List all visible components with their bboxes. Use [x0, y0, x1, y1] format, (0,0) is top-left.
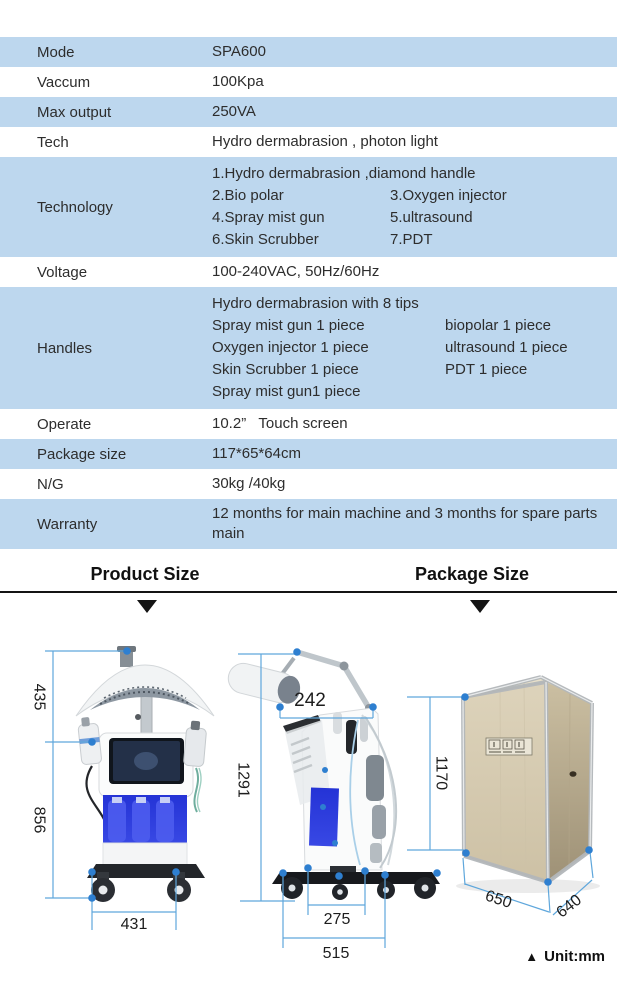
spec-row — [0, 67, 617, 97]
spec-value — [212, 499, 617, 549]
dim-package-depth: 640 — [553, 891, 585, 922]
spec-table — [0, 37, 617, 549]
spec-value — [212, 37, 617, 67]
section-divider-line — [0, 591, 617, 593]
spec-row — [0, 157, 617, 257]
spec-value-line: 12 months for main machine and 3 months for spare parts main — [212, 505, 602, 542]
product-side-view-illustration — [225, 652, 440, 900]
dim-side-base-outer: 515 — [322, 945, 350, 962]
dim-front-height-top: 435 — [30, 683, 48, 711]
spec-value — [212, 287, 617, 409]
dim-package-width: 650 — [483, 887, 514, 912]
spec-label: Tech — [37, 133, 69, 151]
spec-label: Operate — [37, 415, 92, 433]
spec-value-line: Spray mist gun 1 piece biopolar 1 piece — [212, 317, 551, 334]
product-front-view-illustration — [76, 646, 214, 902]
spec-row — [0, 287, 617, 409]
spec-value-line: Hydro dermabrasion , photon light — [212, 133, 438, 150]
spec-row — [0, 469, 617, 499]
spec-value — [212, 439, 617, 469]
dimension-diagram — [0, 620, 617, 1000]
spec-value-line: SPA600 — [212, 43, 266, 60]
spec-value-line: 4.Spray mist gun 5.ultrasound — [212, 209, 473, 226]
spec-value-line: 100Kpa — [212, 73, 264, 90]
spec-value-line: 250VA — [212, 103, 256, 120]
product-size-title: Product Size — [90, 564, 200, 584]
dim-front-width: 431 — [120, 916, 148, 933]
spec-value — [212, 409, 617, 439]
down-triangle-icon — [137, 600, 157, 613]
spec-row — [0, 439, 617, 469]
spec-value — [212, 257, 617, 287]
package-crate-illustration — [456, 677, 600, 893]
spec-value-line: 6.Skin Scrubber 7.PDT — [212, 231, 433, 248]
spec-value — [212, 127, 617, 157]
spec-label: Mode — [37, 43, 75, 61]
spec-value — [212, 97, 617, 127]
spec-value-line: 1.Hydro dermabrasion ,diamond handle — [212, 165, 476, 182]
spec-label: Voltage — [37, 263, 88, 281]
spec-value-line: Spray mist gun1 piece — [212, 383, 361, 400]
spec-label: Warranty — [37, 515, 98, 533]
spec-value-line: 100-240VAC, 50Hz/60Hz — [212, 263, 380, 280]
spec-row — [0, 257, 617, 287]
spec-label: Package size — [37, 445, 127, 463]
up-triangle-icon: ▲ — [525, 949, 539, 964]
spec-label: Vaccum — [37, 73, 91, 91]
spec-value-line: 30kg /40kg — [212, 475, 286, 492]
spec-value — [212, 469, 617, 499]
spec-value-line: 117*65*64cm — [212, 445, 301, 462]
spec-value-line: Skin Scrubber 1 piece PDT 1 piece — [212, 361, 528, 378]
spec-row — [0, 499, 617, 549]
spec-row — [0, 97, 617, 127]
spec-label: N/G — [37, 475, 64, 493]
package-size-title: Package Size — [414, 564, 530, 584]
spec-row — [0, 409, 617, 439]
spec-row — [0, 37, 617, 67]
down-triangle-icon — [470, 600, 490, 613]
spec-value — [212, 157, 617, 257]
dim-side-top-depth: 242 — [294, 690, 326, 711]
dim-front-height-bottom: 856 — [30, 806, 48, 834]
spec-value — [212, 67, 617, 97]
spec-row — [0, 127, 617, 157]
dim-side-height: 1291 — [234, 762, 252, 798]
unit-note-text: Unit:mm — [544, 948, 605, 965]
spec-value-line: Oxygen injector 1 piece ultrasound 1 piece — [212, 339, 568, 356]
dim-package-height: 1170 — [432, 755, 450, 791]
shipping-label — [486, 738, 532, 755]
spec-value-line: 2.Bio polar 3.Oxygen injector — [212, 187, 507, 204]
spec-label: Technology — [37, 198, 113, 216]
dim-side-base-inner: 275 — [323, 911, 351, 928]
spec-value-line: Hydro dermabrasion with 8 tips — [212, 295, 419, 312]
unit-note — [505, 948, 605, 965]
spec-label: Handles — [37, 339, 93, 357]
spec-label: Max output — [37, 103, 112, 121]
spec-value-line: 10.2” Touch screen — [212, 415, 348, 432]
